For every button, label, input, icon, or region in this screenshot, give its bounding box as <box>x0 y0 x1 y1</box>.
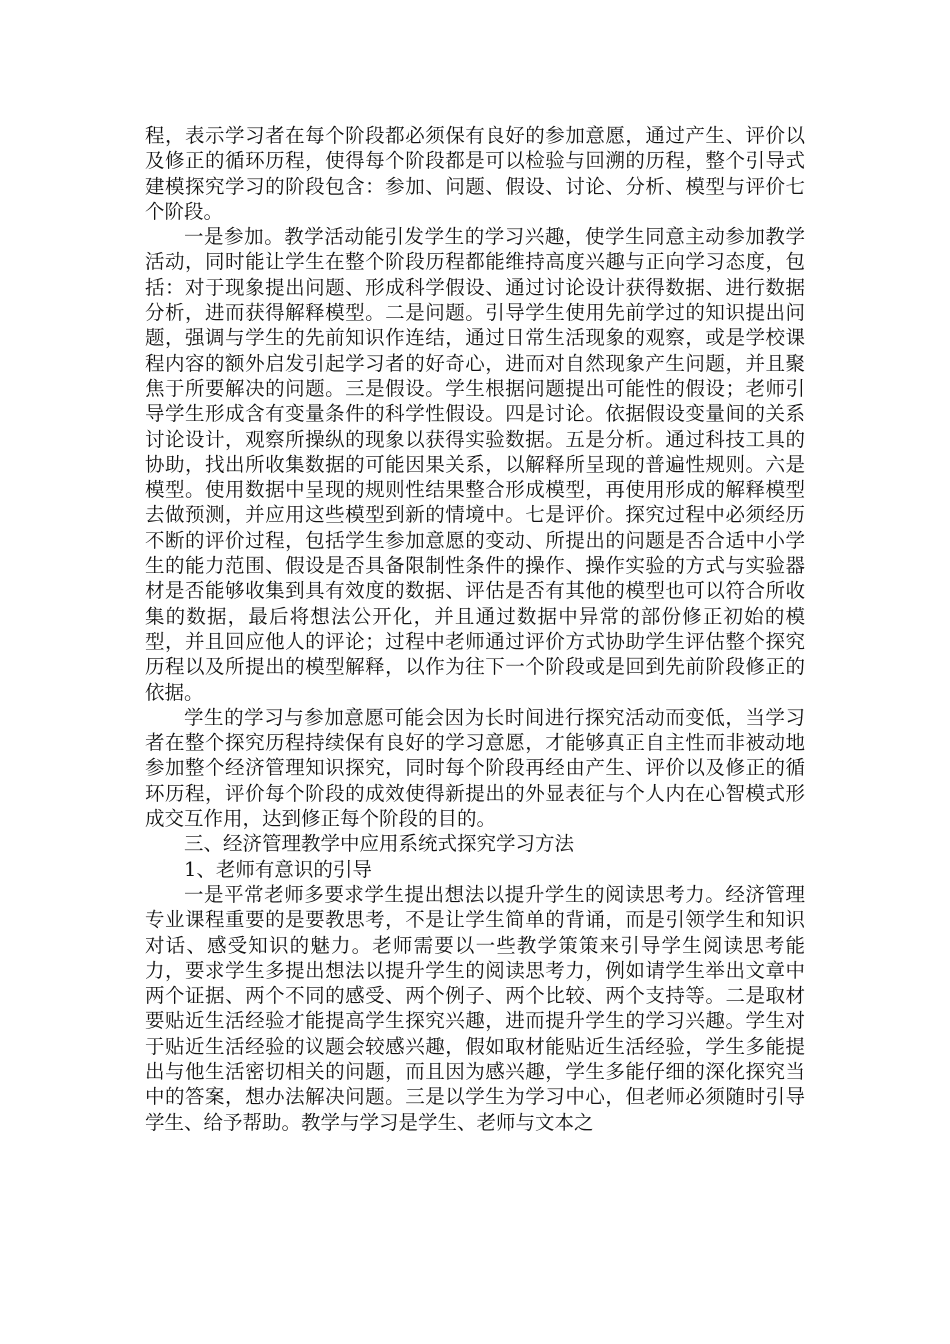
paragraph-willingness: 学生的学习与参加意愿可能会因为长时间进行探究活动而变低，当学习者在整个探究历程持续保有良好的学习意愿，才能够真正自主性而非被动地参加整个经济管理知识探究，同时每个阶段再经由产生、评价以及修正的循环历程，评价每个阶段的成效使得新提出的外显表征与个人内在心智模式形成交互作用，达到修正每个阶段的目的。 <box>145 705 805 831</box>
paragraph-continuation: 程，表示学习者在每个阶段都必须保有良好的参加意愿，通过产生、评价以及修正的循环历程，使得每个阶段都是可以检验与回溯的历程，整个引导式建模探究学习的阶段包含：参加、问题、假设、讨论、分析、模型与评价七个阶段。 <box>145 124 805 223</box>
section-heading: 三、经济管理教学中应用系统式探究学习方法 <box>184 832 575 856</box>
paragraph-guidance: 一是平常老师多要求学生提出想法以提升学生的阅读思考力。经济管理专业课程重要的是要教思考，不是让学生简单的背诵，而是引领学生和知识对话、感受知识的魅力。老师需要以一些教学策策来引导学生阅读思考能力，要求学生多提出想法以提升学生的阅读思考力，例如请学生举出文章中两个证据、两个不同的感受、两个例子、两个比较、两个支持等。二是取材要贴近生活经验才能提高学生探究兴趣，进而提升学生的学习兴趣。学生对于贴近生活经验的议题会较感兴趣，假如取材能贴近生活经验，学生多能提出与他生活密切相关的问题，而且因为感兴趣，学生多能仔细的深化探究当中的答案，想办法解决问题。三是以学生为学习中心，但老师必须随时引导学生、给予帮助。教学与学习是学生、老师与文本之 <box>145 882 805 1134</box>
paragraph-stages: 一是参加。教学活动能引发学生的学习兴趣，使学生同意主动参加教学活动，同时能让学生在整个阶段历程都能维持高度兴趣与正向学习态度，包括：对于现象提出问题、形成科学假设、通过讨论设计获得数据、进行数据分析，进而获得解释模型。二是问题。引导学生使用先前学过的知识提出问题，强调与学生的先前知识作连结，通过日常生活现象的观察，或是学校课程内容的额外启发引起学习者的好奇心，进而对自然现象产生问题，并且聚焦于所要解决的问题。三是假设。学生根据问题提出可能性的假设；老师引导学生形成含有变量条件的科学性假设。四是讨论。依据假设变量间的关系讨论设计，观察所操纵的现象以获得实验数据。五是分析。通过科技工具的协助，找出所收集数据的可能因果关系，以解释所呈现的普遍性规则。六是模型。使用数据中呈现的规则性结果整合形成模型，再使用形成的解释模型去做预测，并应用这些模型到新的情境中。七是评价。探究过程中必须经历不断的评价过程，包括学生参加意愿的变动、所提出的问题是否合适中小学生的能力范围、假设是否具备限制性条件的操作、操作实验的方式与实验器材是否能够收集到具有效度的数据、评估是否有其他的模型也可以符合所收集的数据，最后将想法公开化，并且通过数据中异常的部份修正初始的模型，并且回应他人的评论；过程中老师通过评价方式协助学生评估整个探究历程以及所提出的模型解释，以作为往下一个阶段或是回到先前阶段修正的依据。 <box>145 225 805 704</box>
document-body <box>145 123 805 1135</box>
subsection-heading: 1、老师有意识的引导 <box>184 857 372 881</box>
